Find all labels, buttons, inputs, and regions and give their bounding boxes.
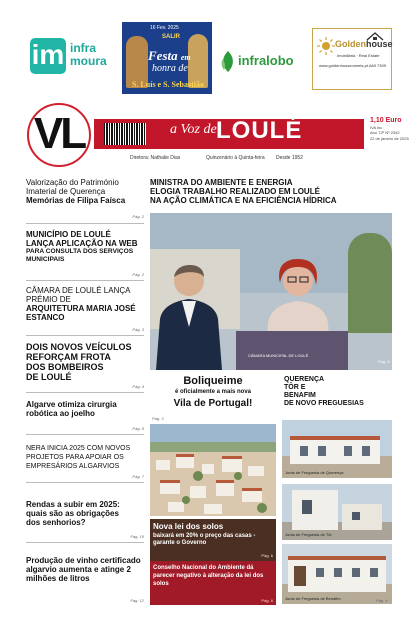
headline-item[interactable]: MUNICÍPIO DE LOULÉ LANÇA APLICAÇÃO NA WEB PARA CONSULTA DOS SERVIÇOS MUNICIPAIS Pág. 2 (26, 230, 144, 264)
advertising-row (0, 22, 420, 97)
golden-house-url: www.goldenhouseonnets.pt AMI 7399 (319, 63, 386, 68)
cover-price: 1,10 Euro (370, 117, 402, 124)
lectern (236, 331, 348, 370)
festa-saints: S. Luís e S. Sebastião (131, 80, 205, 89)
feature-page-ref: Pág. 8 (378, 359, 390, 364)
boliqueime-vila: Vila de Portugal! (173, 398, 253, 409)
benafim-photo[interactable] (282, 544, 392, 604)
issue-date: 22 de janeiro de 2025 (370, 136, 409, 141)
ad-festa-salir[interactable] (122, 22, 212, 94)
benafim-caption: Junta de Freguesia de Benafim (285, 596, 341, 601)
newspaper-name: LOULÉ (216, 117, 303, 144)
infralobo-name: infralobo (238, 53, 294, 68)
news-box-solos[interactable]: Nova lei dos solos baixará em 20% o preço das casas - garante o Governo Pág. 6 (150, 519, 276, 561)
boliqueime-page-ref: Pág. 3 (152, 416, 164, 421)
feature-photo[interactable] (150, 213, 392, 370)
boliqueime-subhead: é oficialmente a mais nova (174, 389, 252, 395)
director-credit: Diretora: Nathalie Dias (130, 155, 181, 161)
festa-place: SALIR (162, 34, 180, 40)
vl-logo[interactable]: VL (33, 109, 85, 158)
sun-icon (317, 37, 335, 55)
golden-house-tagline: Imobiliária · Real Estate (337, 53, 380, 58)
boliqueime-photo[interactable] (150, 424, 276, 516)
feature-headline[interactable]: MINISTRA DO AMBIENTE E ENERGIA ELOGIA TRABALHO REALIZADO EM LOULÉ NA AÇÃO CLIMÁTICA E NA EFICIÊNCIA HÍDRICA (150, 178, 337, 205)
inframoura-name-1: infra (70, 41, 97, 55)
minister-figure (154, 257, 224, 370)
boliqueime-headline[interactable]: Boliqueime (183, 375, 243, 387)
querenca-caption: Junta de Freguesia de Querença (285, 470, 344, 475)
freguesias-page-ref: Pág. 4 (376, 598, 388, 603)
ad-golden-house[interactable] (312, 28, 392, 90)
tor-caption: Junta de Freguesia de Tôr (285, 532, 332, 537)
festa-date: 16 Fev. 2025 (150, 25, 179, 31)
headline-item[interactable]: DOIS NOVOS VEÍCULOS REFORÇAM FROTA DOS BOMBEIROS DE LOULÉ Pág. 4 (26, 342, 144, 382)
headline-item[interactable]: Valorização do Património Imaterial de Querença Memórias de Filipa Faísca Pág. 2 (26, 178, 144, 205)
headline-item[interactable]: Algarve otimiza cirurgia robótica ao joelho Pág. 5 (26, 400, 144, 418)
barcode-icon (104, 123, 146, 145)
headline-item[interactable]: Produção de vinho certificado algarvio aumenta e atinge 2 milhões de litros Pág. 12 (26, 556, 144, 603)
headline-item[interactable]: CÂMARA DE LOULÉ LANÇA PRÉMIO DE ARQUITETURA MARIA JOSÉ ESTANCO Pág. 3 (26, 286, 144, 322)
town-aerial-image (150, 424, 276, 516)
ad-infralobo[interactable] (220, 50, 300, 72)
golden-house-name: Goldenhouse (335, 39, 393, 49)
tor-photo[interactable] (282, 484, 392, 540)
leaf-icon (220, 50, 236, 72)
masthead (0, 103, 420, 165)
inframoura-name-2: moura (70, 54, 107, 68)
querenca-photo[interactable] (282, 420, 392, 478)
newspaper-name-prefix: a Voz de (170, 122, 217, 137)
ad-inframoura[interactable] (30, 38, 116, 78)
founded-year: Desde 1952 (276, 155, 303, 161)
lectern-label: CÂMARA MUNICIPAL DE LOULÉ (248, 353, 309, 358)
festa-title: Festa em (148, 48, 191, 63)
headline-item[interactable]: Rendas a subir em 2025: quais são as obrigações dos senhorios? Pág. 10 (26, 500, 144, 527)
masthead-credits (0, 155, 420, 163)
freguesias-headline[interactable]: QUERENÇA TÔR E BENAFIM DE NOVO FREGUESIAS (284, 376, 364, 407)
headlines-column (26, 178, 144, 608)
headline-item[interactable]: NERA INICIA 2025 COM NOVOS PROJETOS PARA APOIAR OS EMPRESÁRIOS ALGARVIOS Pág. 7 (26, 444, 144, 471)
festa-honra: honra de (152, 63, 188, 74)
vat-note: IVA inc. (370, 125, 384, 130)
news-box-ambiente[interactable]: Conselho Nacional do Ambiente dá parecer negativo à alteração da lei dos solos Pág. 6 (150, 561, 276, 605)
inframoura-logo-icon: im (30, 38, 66, 74)
periodicity: Quinzenário à Quinta-feira (206, 155, 265, 161)
issue-number: Ano 72º Nº 2342 (370, 130, 400, 135)
